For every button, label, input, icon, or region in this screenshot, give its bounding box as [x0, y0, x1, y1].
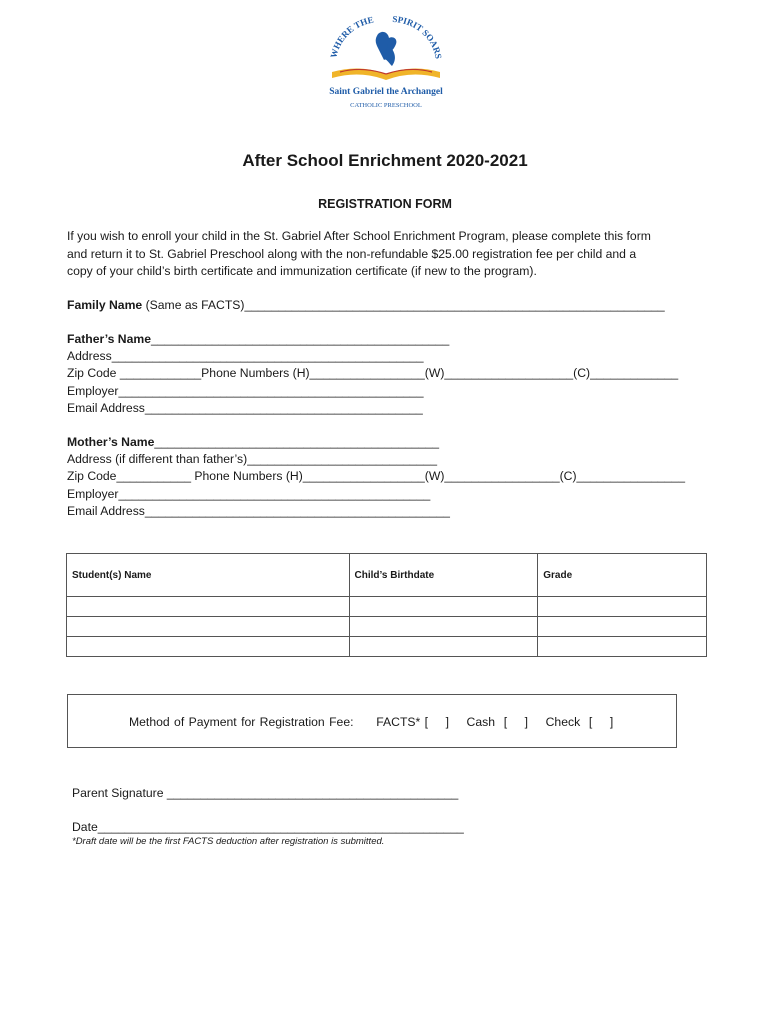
student-name-cell[interactable] [67, 617, 350, 637]
student-name-cell[interactable] [67, 637, 350, 657]
logo-arc-right: SPIRIT SOARS [392, 14, 444, 60]
table-row [67, 597, 707, 617]
father-contact-field[interactable]: Zip Code ____________Phone Numbers (H)_________________(W)___________________(C)_____________ [67, 366, 679, 380]
form-subtitle: REGISTRATION FORM [318, 197, 452, 211]
intro-line: and return it to St. Gabriel Preschool along with the non-refundable $25.00 registration fee per child and a [67, 246, 637, 261]
open-book-icon [332, 68, 440, 80]
student-name-cell[interactable] [67, 597, 350, 617]
draft-date-footnote: *Draft date will be the first FACTS deduction after registration is submitted. [72, 836, 385, 847]
students-table [66, 553, 707, 657]
dove-icon [376, 32, 397, 66]
father-employer-field[interactable]: Employer_____________________________________________ [67, 384, 424, 398]
school-logo [326, 14, 446, 114]
father-address-field[interactable]: Address______________________________________________ [67, 349, 424, 363]
logo-school-subname: CATHOLIC PRESCHOOL [350, 102, 422, 109]
logo-school-name: Saint Gabriel the Archangel [329, 87, 443, 97]
family-name-label: Family Name [67, 298, 143, 312]
father-name-line: ____________________________________________ [151, 332, 450, 346]
mother-employer-field[interactable]: Employer______________________________________________ [67, 487, 431, 501]
mother-name-line: __________________________________________ [154, 435, 440, 449]
mother-address-field[interactable]: Address (if different than father’s)____________________________ [67, 452, 437, 466]
intro-paragraph [67, 228, 707, 281]
grade-cell[interactable] [538, 597, 707, 617]
father-name-field[interactable] [67, 331, 449, 348]
payment-method-label: Method of Payment for Registration Fee: [129, 715, 354, 729]
parent-signature-field[interactable]: Parent Signature ___________________________________________ [72, 786, 459, 800]
student-name-header: Student(s) Name [67, 554, 350, 597]
table-row [67, 637, 707, 657]
mother-name-field[interactable] [67, 434, 439, 451]
family-name-line: (Same as FACTS)______________________________________________________________ [142, 298, 665, 312]
father-name-label: Father’s Name [67, 332, 151, 346]
birthdate-header: Child’s Birthdate [349, 554, 538, 597]
father-email-field[interactable]: Email Address_________________________________________ [67, 401, 423, 415]
birthdate-cell[interactable] [349, 597, 538, 617]
payment-method-line [129, 715, 613, 729]
grade-header: Grade [538, 554, 707, 597]
birthdate-cell[interactable] [349, 637, 538, 657]
logo-graphic [326, 14, 446, 114]
grade-cell[interactable] [538, 637, 707, 657]
mother-contact-field[interactable]: Zip Code___________ Phone Numbers (H)__________________(W)_________________(C)________________ [67, 469, 685, 483]
table-row [67, 617, 707, 637]
intro-line: copy of your child’s birth certificate and immunization certificate (if new to the program). [67, 264, 537, 278]
intro-line: If you wish to enroll your child in the St. Gabriel After School Enrichment Program, please complete this form [67, 229, 651, 243]
grade-cell[interactable] [538, 617, 707, 637]
table-header-row [67, 554, 707, 597]
family-name-field[interactable] [67, 297, 665, 314]
page-title: After School Enrichment 2020-2021 [242, 151, 528, 170]
payment-method-box [67, 694, 677, 748]
mother-email-field[interactable]: Email Address_____________________________________________ [67, 504, 450, 518]
logo-arc-left: WHERE THE [328, 14, 375, 59]
date-field[interactable]: Date______________________________________________________ [72, 820, 464, 834]
birthdate-cell[interactable] [349, 617, 538, 637]
mother-name-label: Mother’s Name [67, 435, 155, 449]
payment-options[interactable]: FACTS* [ ] Cash [ ] Check [ ] [376, 715, 614, 729]
